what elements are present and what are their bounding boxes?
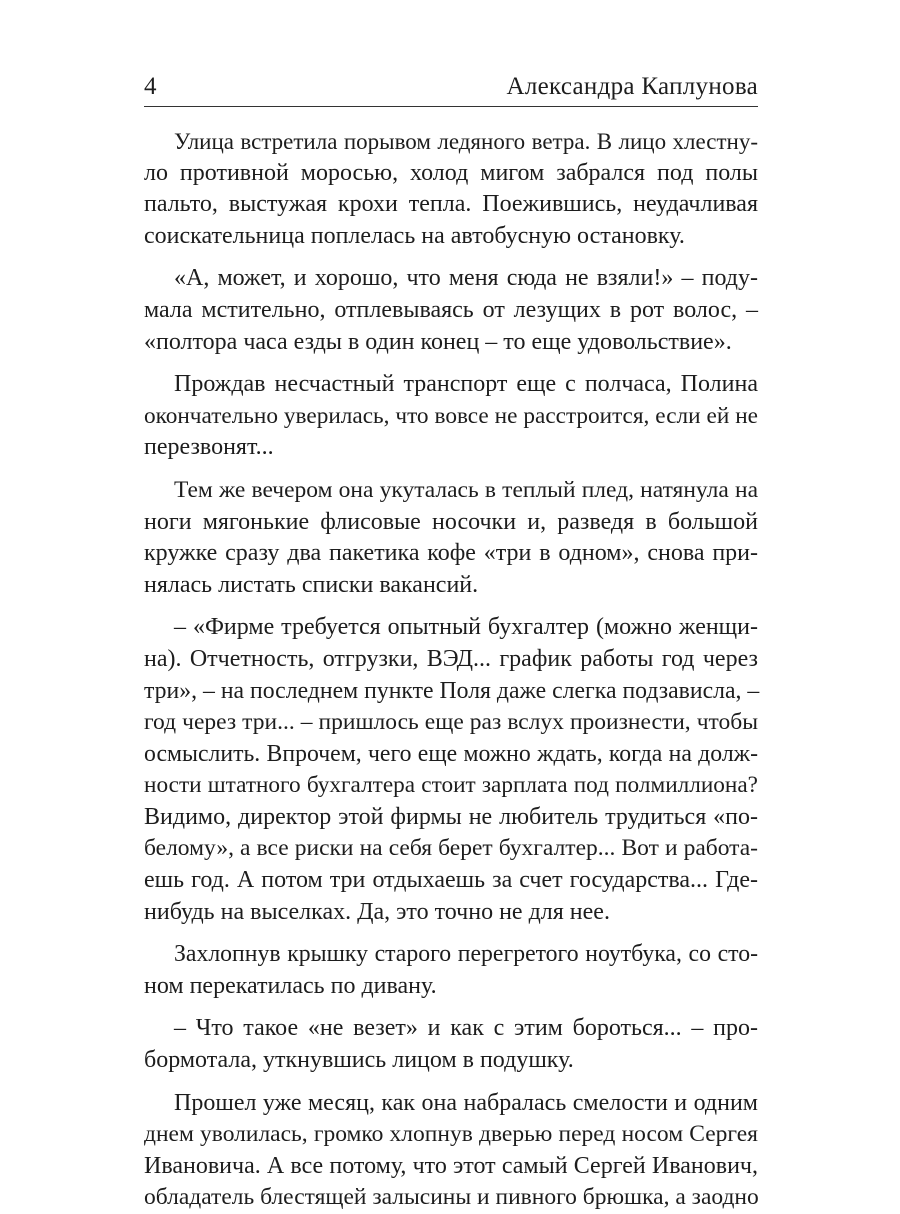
text-line: нибудь на выселках. Да, это точно не для нее.	[144, 898, 610, 925]
text-line: обладатель блестящей залысины и пивного брюшка, а заодно	[144, 1184, 759, 1211]
text-line: на). Отчетность, отгрузки, ВЭД... график работы год через	[144, 645, 758, 672]
text-line: ности штатного бухгалтера стоит зарплата под полмиллиона?	[144, 772, 758, 799]
paragraph	[144, 612, 758, 928]
text-line: Прошел уже месяц, как она набралась смелости и одним	[174, 1089, 758, 1116]
text-line: бормотала, уткнувшись лицом в подушку.	[144, 1047, 574, 1074]
text-line: «А, может, и хорошо, что меня сюда не взяли!» – поду-	[174, 265, 758, 292]
paragraph	[144, 475, 758, 601]
text-line: окончательно уверилась, что вовсе не расстроится, если ей не	[144, 402, 758, 429]
text-line: три», – на последнем пункте Поля даже слегка подзависла, –	[144, 677, 760, 704]
running-header	[144, 66, 758, 107]
text-line: ло противной моросью, холод мигом забрался под полы	[144, 159, 758, 186]
text-line: Захлопнув крышку старого перегретого ноутбука, со сто-	[174, 941, 758, 968]
text-line: – Что такое «не везет» и как с этим бороться... – про-	[174, 1015, 758, 1042]
text-line: мала мстительно, отплевываясь от лезущих в рот волос, –	[144, 296, 758, 323]
text-line: пальто, выстужая крохи тепла. Поежившись, неудачливая	[144, 191, 758, 218]
paragraph	[144, 939, 758, 1002]
text-line: ноги мягонькие флисовые носочки и, разведя в большой	[144, 508, 758, 535]
text-line: Ивановича. А все потому, что этот самый Сергей Иванович,	[144, 1152, 758, 1179]
text-line: ешь год. А потом три отдыхаешь за счет государства... Где-	[144, 867, 758, 894]
paragraph	[144, 126, 758, 252]
paragraph	[144, 1013, 758, 1076]
page-number: 4	[144, 73, 157, 100]
text-line: ном перекатилась по дивану.	[144, 972, 437, 999]
text-line: Улица встретила порывом ледяного ветра. В лицо хлестну-	[174, 129, 758, 154]
text-line: – «Фирме требуется опытный бухгалтер (можно женщи-	[174, 614, 758, 641]
text-line: нялась листать списки вакансий.	[144, 571, 479, 598]
text-line: год через три... – пришлось еще раз вслух произнести, чтобы	[144, 709, 758, 736]
text-line: осмыслить. Впрочем, чего еще можно ждать, когда на долж-	[144, 740, 758, 767]
book-page	[144, 66, 758, 1214]
text-line: днем уволилась, громко хлопнув дверью перед носом Сергея	[144, 1121, 758, 1148]
text-line: Тем же вечером она укуталась в теплый плед, натянула на	[174, 476, 758, 503]
body-text	[144, 126, 758, 1214]
text-line: Видимо, директор этой фирмы не любитель трудиться «по-	[144, 803, 758, 830]
text-line: белому», а все риски на себя берет бухгалтер... Вот и работа-	[144, 835, 758, 862]
paragraph	[144, 1088, 758, 1214]
text-line: Прождав несчастный транспорт еще с полчаса, Полина	[174, 371, 758, 398]
author-name: Александра Каплунова	[506, 73, 758, 100]
text-line: кружке сразу два пакетика кофе «три в одном», снова при-	[144, 540, 758, 567]
paragraph	[144, 369, 758, 464]
text-line: перезвонят...	[144, 434, 274, 461]
paragraph	[144, 263, 758, 358]
text-line: соискательница поплелась на автобусную остановку.	[144, 222, 685, 249]
text-line: «полтора часа езды в один конец – то еще удовольствие».	[144, 328, 732, 355]
